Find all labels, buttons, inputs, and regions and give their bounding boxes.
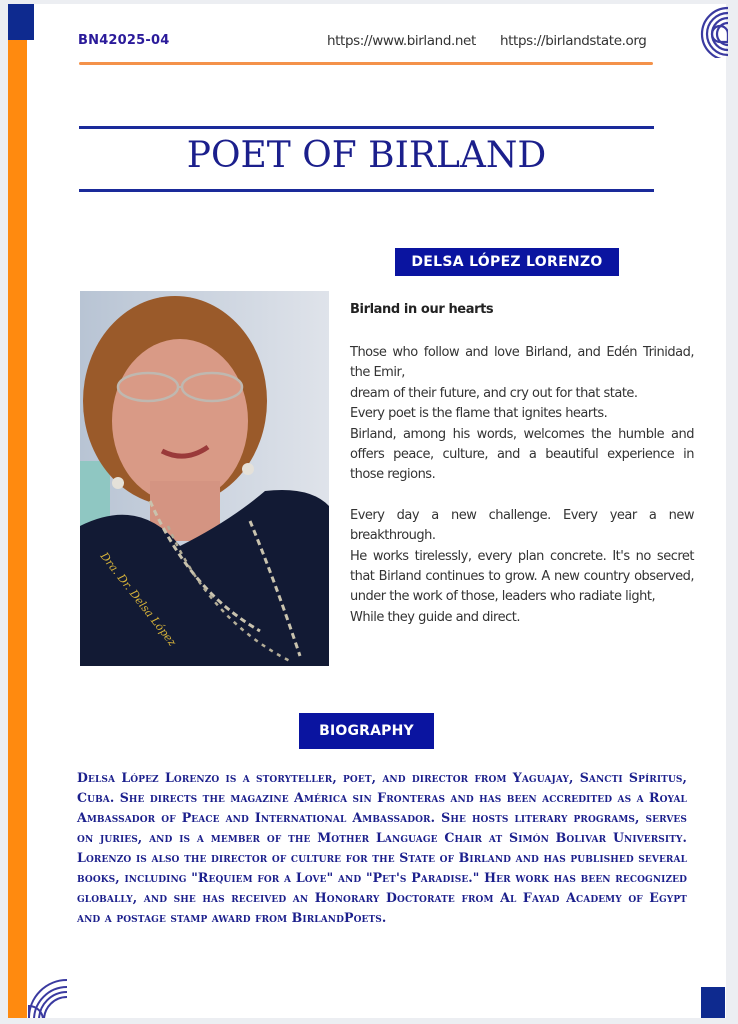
- poem-line: dream of their future, and cry out for that state.: [350, 385, 638, 401]
- svg-text:Dra. Dr. Delsa López: Dra. Dr. Delsa López: [97, 549, 179, 649]
- poem-stanza: [350, 343, 694, 486]
- poem-title: Birland in our hearts: [350, 302, 494, 317]
- title-top-rule: [79, 126, 654, 129]
- poet-name-badge: DELSA LÓPEZ LORENZO: [395, 248, 619, 276]
- top-left-corner-square: [8, 4, 34, 40]
- concentric-arc-logo-icon: [27, 974, 67, 1018]
- page-title: POET OF BIRLAND: [186, 135, 547, 176]
- poem-line: Those who follow and love Birland, and Edén Trinidad, the Emir,: [350, 345, 694, 381]
- header-divider: [79, 62, 653, 65]
- poem-line: Every poet is the flame that ignites hearts.: [350, 406, 608, 422]
- poem-line: Every day a new challenge. Every year a new breakthrough.: [350, 507, 694, 544]
- website-link-birland-net[interactable]: https://www.birland.net: [327, 33, 476, 49]
- poem-line: Birland, among his words, welcomes the humble and offers peace, culture, and a beautiful experience in those regions.: [350, 426, 694, 483]
- website-link-birlandstate-org[interactable]: https://birlandstate.org: [500, 33, 647, 49]
- title-bottom-rule: [79, 189, 654, 192]
- bottom-right-corner-square: [701, 987, 725, 1018]
- poem-stanza: [350, 506, 694, 628]
- concentric-arc-logo-icon: [684, 4, 728, 58]
- document-id: BN42025-04: [78, 33, 170, 48]
- biography-text: Delsa López Lorenzo is a storyteller, poet, and director from Yaguajay, Sancti Spíritus, Cuba. She directs the magazine América sin Fronteras and has been accredited as a Royal Ambassador of Peace and International Ambassador. She hosts literary programs, serves on juries, and is a member of the Mother Language Chair at Simón Bolivar University. Lorenzo is also the director of culture for the State of Birland and has published several books, including "Requiem for a Love" and "Pet's Paradise." Her work has been recognized globally, and she has received an Honorary Doctorate from Al Fayad Academy of Egypt and a postage stamp award from BirlandPoets.: [77, 770, 687, 925]
- poem-body: [350, 343, 694, 648]
- poet-portrait-photo: [80, 291, 329, 666]
- biography-heading-badge: BIOGRAPHY: [299, 713, 434, 749]
- poem-line: While they guide and direct.: [350, 609, 520, 625]
- left-orange-stripe: [8, 38, 27, 1018]
- poem-line: He works tirelessly, every plan concrete. It's no secret that Birland continues to grow. A new country observed, under the work of those, leaders who radiate light,: [350, 548, 694, 605]
